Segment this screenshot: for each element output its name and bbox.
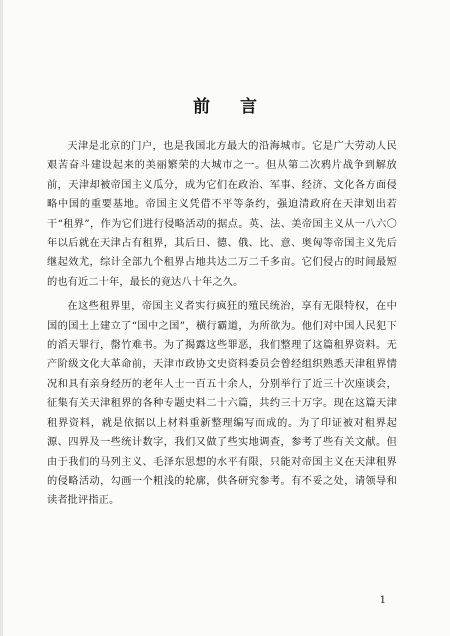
- paragraph-1: 天津是北京的门户，也是我国北方最大的沿海城市。它是广大劳动人民艰苦奋斗建设起来的美丽繁荣的大城市之一。但从第二次鸦片战争到解放前，天津却被帝国主义瓜分，成为它们在政治、军事、经济、文化各方面侵略中国的重要基地。帝国主义凭借不平等条约，强迫清政府在天津划出若干“租界”，作为它们进行侵略活动的据点。英、法、美帝国主义从一八六〇年以后就在天津占有租界，其后日、德、俄、比、意、奥匈等帝国主义先后继起效尤，综计全部九个租界占地共达二万二千多亩。它们侵占的时间最短的也有近二十年，最长的竟达八十年之久。: [47, 141, 397, 288]
- document-body: [47, 137, 397, 516]
- page-title: 前 言: [193, 97, 269, 117]
- paragraph-2: 在这些租界里，帝国主义者实行疯狂的殖民统治，享有无限特权，在中国的国土上建立了“国中之国”，横行霸道，为所欲为。他们对中国人民犯下的滔天罪行，罄竹难书。为了揭露这些罪恶，我们整理了这篇租界资料。无产阶级文化大革命前，天津市政协文史资料委员会曾经组织熟悉天津租界情况和具有亲身经历的老年人士一百五十余人，分别举行了近三十次座谈会，征集有关天津租界的各种专题史料二十六篇，共约三十万字。现在这篇天津租界资料，就是依据以上材料重新整理编写而成的。为了印证被对租界起源、四界及一些统计数字，我们又做了些实地调查，参考了些有关文献。但由于我们的马列主义、毛泽东思想的水平有限，只能对帝国主义在天津租界的侵略活动，勾画一个粗浅的轮廓，供各研究参考。有不妥之处，请领导和读者批评指正。: [47, 301, 397, 507]
- page-number: 1: [379, 595, 386, 606]
